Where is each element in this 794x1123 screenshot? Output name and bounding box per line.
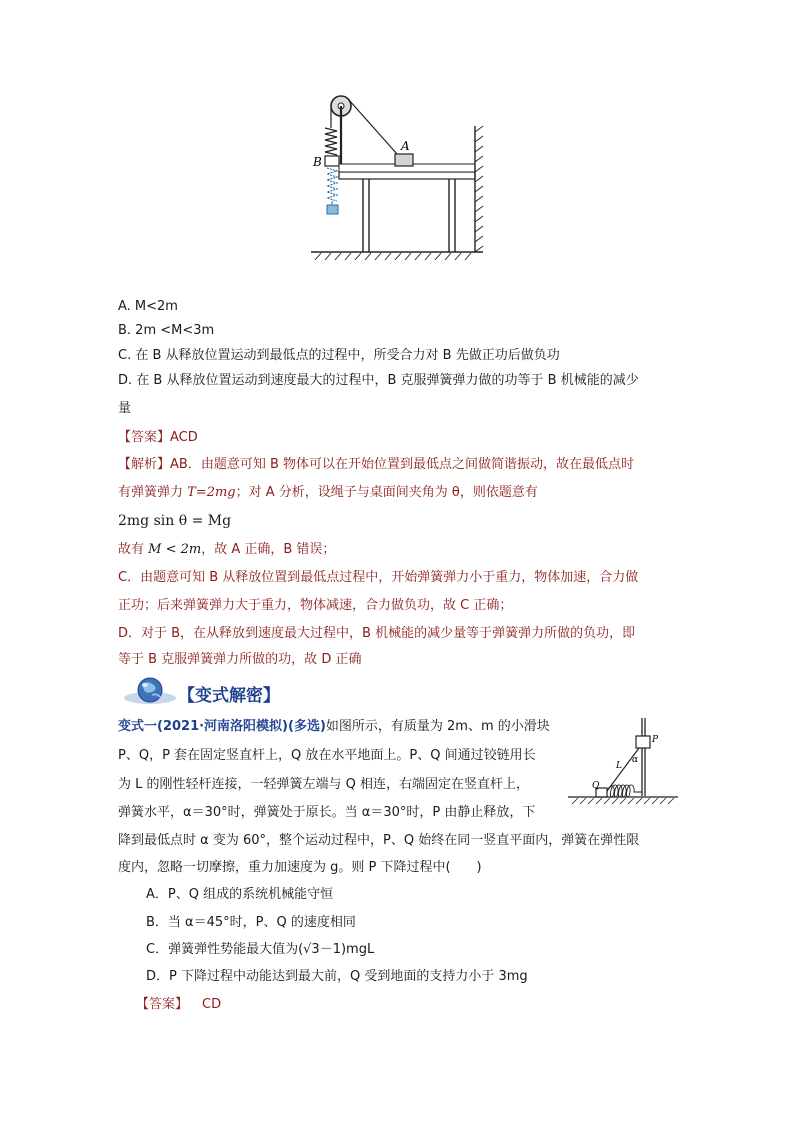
pulley-spring-figure <box>305 92 495 264</box>
analysis-line-4: C．由题意可知 B 从释放位置到最低点过程中，开始弹簧弹力小于重力，物体加速，合力做 <box>118 570 639 585</box>
analysis-formula-M: M < 2m <box>148 542 202 557</box>
answer-tag: 【答案】 <box>118 430 171 445</box>
analysis-line-2 <box>118 484 538 502</box>
variant-option-d: D．P 下降过程中动能达到最大前，Q 受到地面的支持力小于 3mg <box>146 969 528 984</box>
label-alpha: α <box>632 755 639 765</box>
option-d: D. 在 B 从释放位置运动到速度最大的过程中，B 克服弹簧弹力做的功等于 B 机械能的减少 <box>118 373 639 388</box>
variant-line-4: 弹簧水平，α＝30°时，弹簧处于原长。当 α＝30°时，P 由静止释放，下 <box>118 805 536 820</box>
analysis-text-1: AB．由题意可知 B 物体可以在开始位置到最低点之间做简谐振动，故在最低点时 <box>170 457 635 472</box>
label-A: A <box>401 139 410 153</box>
section-banner <box>124 676 324 706</box>
variant-option-c: C．弹簧弹性势能最大值为(√3－1)mgL <box>146 942 375 957</box>
variant-line-1 <box>118 718 550 736</box>
analysis-line-7: 等于 B 克服弹簧弹力所做的功，故 D 正确 <box>118 652 362 667</box>
label-P: P <box>652 735 659 745</box>
variant-title: 变式一(2021·河南洛阳模拟)(多选) <box>118 719 326 734</box>
label-B: B <box>313 155 322 169</box>
variant-text-1: 如图所示，有质量为 2m、m 的小滑块 <box>325 719 550 734</box>
globe-icon <box>124 676 180 706</box>
analysis-text-2a: 有弹簧弹力 <box>118 485 188 500</box>
answer-value: ACD <box>170 430 198 445</box>
variant-line-2: P、Q，P 套在固定竖直杆上，Q 放在水平地面上。P、Q 间通过铰链用长 <box>118 748 536 763</box>
option-c: C. 在 B 从释放位置运动到最低点的过程中，所受合力对 B 先做正功后做负功 <box>118 348 560 363</box>
analysis-text-2c: ；对 A 分析，设绳子与桌面间夹角为 θ，则依题意有 <box>235 485 538 500</box>
variant-option-a: A．P、Q 组成的系统机械能守恒 <box>146 887 334 902</box>
variant-answer-line <box>136 996 221 1014</box>
rod-spring-figure <box>568 718 680 810</box>
option-a: A. M<2m <box>118 299 178 314</box>
analysis-text-3c: ，故 A 正确，B 错误； <box>201 542 336 557</box>
analysis-tag: 【解析】 <box>118 457 171 472</box>
label-L: L <box>616 761 622 771</box>
answer-line <box>118 429 198 447</box>
variant-line-6: 度内，忽略一切摩擦，重力加速度为 g。则 P 下降过程中( ) <box>118 860 482 875</box>
analysis-line-3 <box>118 541 335 559</box>
variant-option-b: B．当 α＝45°时，P、Q 的速度相同 <box>146 915 356 930</box>
analysis-line-1 <box>118 456 634 474</box>
section-title: 【变式解密】 <box>178 686 280 706</box>
variant-answer-value: CD <box>202 997 222 1012</box>
analysis-text-3a: 故有 <box>118 542 149 557</box>
option-b: B. 2m <M<3m <box>118 323 215 338</box>
option-d-cont: 量 <box>118 401 132 416</box>
variant-answer-tag: 【答案】 <box>136 997 189 1012</box>
variant-line-3: 为 L 的刚性轻杆连接，一轻弹簧左端与 Q 相连，右端固定在竖直杆上， <box>118 777 530 792</box>
analysis-line-6: D．对于 B，在从释放到速度最大过程中，B 机械能的减少量等于弹簧弹力所做的负功，即 <box>118 626 636 641</box>
analysis-formula-T: T=2mg <box>187 485 236 500</box>
analysis-formula-1: 2mg sin θ = Mg <box>118 513 232 529</box>
variant-line-5: 降到最低点时 α 变为 60°，整个运动过程中，P、Q 始终在同一竖直平面内，弹簧在弹性限 <box>118 833 640 848</box>
label-Q: Q <box>592 781 600 791</box>
analysis-line-5: 正功；后来弹簧弹力大于重力，物体减速，合力做负功，故 C 正确； <box>118 598 513 613</box>
